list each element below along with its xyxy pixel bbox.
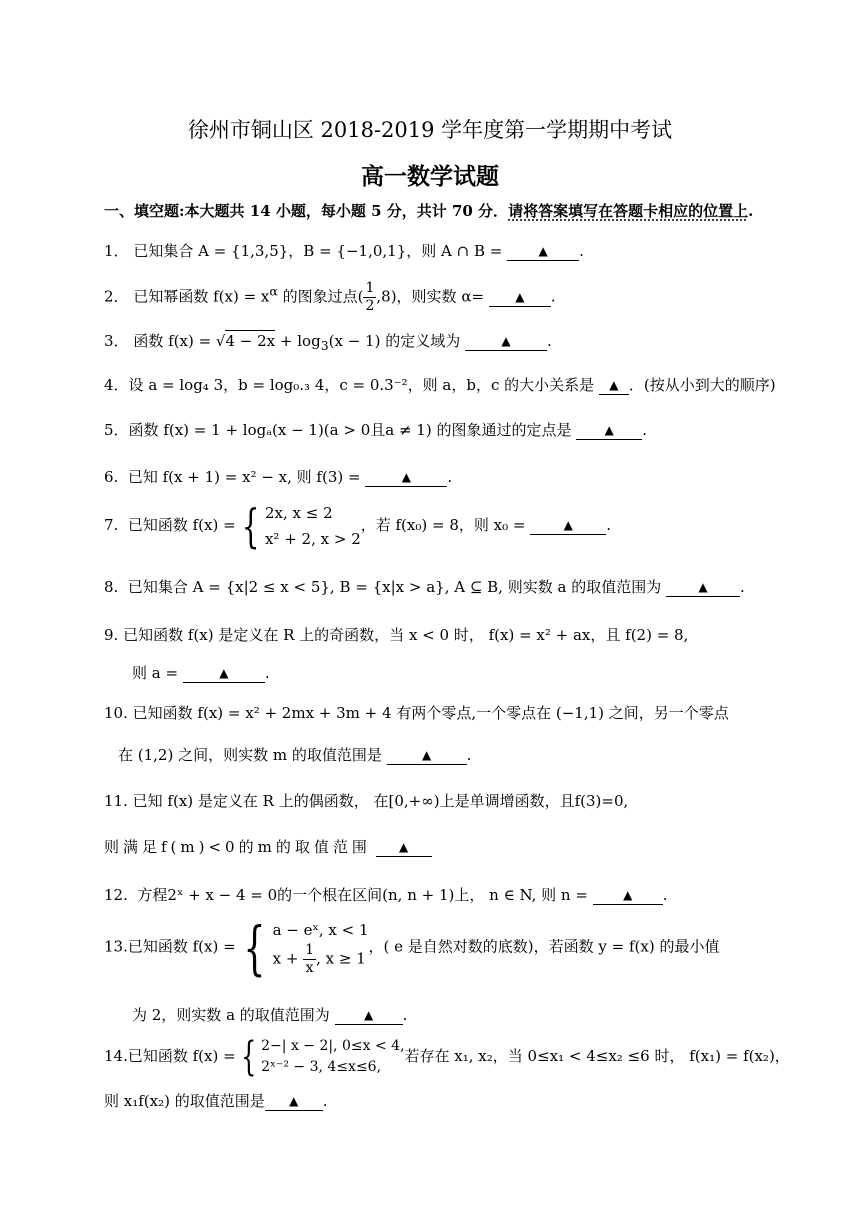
answer-mark: ▲ [422, 748, 432, 762]
piecewise-case [273, 942, 369, 977]
answer-blank[interactable] [365, 469, 447, 487]
answer-blank[interactable] [599, 377, 629, 395]
answer-mark: ▲ [609, 378, 619, 392]
answer-blank[interactable] [666, 579, 740, 597]
question-number: 8. [104, 578, 119, 596]
exam-title: 徐州市铜山区 2018-2019 学年度第一学期期中考试 [187, 118, 673, 142]
answer-blank[interactable] [530, 517, 606, 535]
question-text: 已知函数 f(x) = [127, 516, 236, 534]
radicand: 4 − 2x [225, 332, 276, 350]
section-heading-emphasis: 请将答案填写在答题卡相应的位置上 [508, 202, 749, 220]
question-text: ,8)，则实数 α= [376, 287, 485, 306]
question-text: 已知集合 A = {1,3,5}，B = {−1,0,1}，则 A ∩ B = [133, 242, 503, 260]
question-text: 方程2ˣ + x − 4 = 0的一个根在区间(n, n + 1)上， n ∈ N, 则 n = [137, 886, 588, 904]
question-11-line-2 [104, 836, 432, 857]
question-text: 设 a = log₄ 3，b = log₀.₃ 4，c = 0.3⁻²，则 a，b，c 的大小关系是 [128, 376, 595, 394]
question-1: 1． 已知集合 A = {1,3,5}，B = {−1,0,1}，则 A ∩ B = ▲ . [104, 242, 584, 260]
question-text: + log [275, 332, 321, 350]
question-text: 则满足f(m)<0的m的取值范围 [104, 838, 371, 856]
answer-blank[interactable] [507, 243, 579, 261]
question-number: 7. [104, 516, 119, 534]
answer-mark: ▲ [501, 334, 511, 348]
case-text: x + [272, 949, 304, 968]
question-13 [104, 913, 720, 982]
piecewise-brace: { [243, 913, 266, 982]
piecewise-brace: { [240, 1034, 257, 1080]
numerator: 1 [305, 942, 315, 958]
answer-mark: ▲ [363, 1008, 374, 1022]
question-text: 已知函数 f(x) = [127, 1047, 236, 1065]
answer-blank[interactable] [465, 333, 547, 351]
question-3: 3． 函数 $f(x) = √4 - 2x + \log_3(x - 1)$ 的定义域为 ▲ . [104, 332, 552, 353]
question-12: 12. 方程2ˣ + x − 4 = 0的一个根在区间(n, n + 1)上， n ∈ N, 则 n = ▲ . [104, 886, 668, 904]
answer-mark: ▲ [401, 470, 411, 484]
question-9 [104, 624, 688, 645]
answer-mark: ▲ [398, 840, 409, 854]
question-number: 13. [104, 937, 128, 956]
answer-mark: ▲ [623, 888, 633, 902]
question-text: 的图象过点( [277, 287, 364, 306]
section-heading [104, 200, 753, 221]
piecewise-cases [261, 1036, 404, 1078]
question-text: ，若 f(x₀) = 8，则 x₀ = [360, 516, 526, 534]
answer-blank[interactable] [489, 289, 551, 307]
exponent: α [269, 283, 278, 299]
denominator: 2 [365, 298, 375, 314]
answer-mark: ▲ [563, 518, 573, 532]
question-text: 已知函数 f(x) 是定义在 R 上的奇函数，当 x < 0 时， f(x) = x² + ax，且 f(2) = 8, [123, 626, 689, 644]
question-7: 7. 已知函数 f(x) = { 2x, x ≤ 2 x² + 2, x > 2 ，若 f(x₀) = 8，则 x₀ = ▲ . [104, 499, 612, 553]
answer-blank[interactable] [265, 1093, 323, 1111]
piecewise-case: 2−| x − 2|, 0≤x < 4, [261, 1038, 405, 1054]
answer-mark: ▲ [698, 580, 708, 594]
question-text: 已知 f(x + 1) = x² − x, 则 f(3) = [127, 468, 361, 486]
question-text: ，( e 是自然对数的底数)，若函数 y = f(x) 的最小值 [368, 937, 720, 956]
answer-blank[interactable] [183, 665, 265, 683]
question-text: 已知集合 A = {x|2 ≤ x < 5}, B = {x|x > a}, A ⊆ B, 则实数 a 的取值范围为 [127, 578, 662, 596]
question-text: 则 a = [132, 664, 179, 682]
question-number: 6. [104, 468, 119, 486]
question-number: 10. [104, 704, 128, 722]
question-text: 已知函数 f(x) = [127, 937, 236, 956]
answer-mark: ▲ [538, 244, 548, 258]
question-text: (x − 1) 的定义域为 [328, 332, 461, 350]
question-text: 已知函数 f(x) = x² + 2mx + 3m + 4 有两个零点,一个零点在 (−1,1) 之间，另一个零点 [132, 704, 729, 722]
question-number: 14. [104, 1047, 128, 1065]
question-number: 1． [104, 242, 129, 260]
question-text: 已知 f(x) 是定义在 R 上的偶函数， 在[0,+∞)上是单调增函数，且f(3)=0, [132, 792, 629, 810]
question-number: 5． [104, 421, 129, 439]
question-4 [104, 374, 776, 395]
numerator: 1 [365, 280, 375, 296]
denominator: x [305, 960, 314, 976]
question-13-line-2: 为 2，则实数 a 的取值范围为 ▲ . [132, 1006, 408, 1024]
answer-mark: ▲ [289, 1094, 299, 1108]
question-8: 8. 已知集合 A = {x|2 ≤ x < 5}, B = {x|x > a}, A ⊆ B, 则实数 a 的取值范围为 ▲ . [104, 578, 745, 596]
question-5: 5．函数 f(x) = 1 + logₐ(x − 1)(a > 0且a ≠ 1) 的图象通过的定点是 ▲ . [104, 421, 648, 439]
answer-blank[interactable] [576, 422, 642, 440]
question-6: 6. 已知 f(x + 1) = x² − x, 则 f(3) = ▲ . [104, 468, 453, 486]
question-text: 若存在 x₁, x₂，当 0≤x₁ < 4≤x₂ ≤6 时， f(x₁) = f(x₂)， [404, 1047, 790, 1065]
question-11 [104, 790, 628, 811]
piecewise-case: 2x, x ≤ 2 [264, 504, 333, 522]
subscript: 3 [320, 338, 329, 353]
answer-mark: ▲ [515, 289, 525, 304]
answer-blank[interactable] [593, 887, 663, 905]
question-9-line-2: 则 a = ▲ . [132, 664, 270, 682]
fraction [303, 942, 316, 977]
answer-blank[interactable] [376, 839, 432, 857]
fraction [363, 280, 376, 315]
question-number: 2． [104, 287, 129, 306]
answer-blank[interactable] [335, 1007, 403, 1025]
question-14-line-2: 则 x₁f(x₂) 的取值范围是 ▲ . [104, 1092, 328, 1110]
question-text: 函数 f(x) = 1 + logₐ(x − 1)(a > 0且a ≠ 1) 的图象通过的定点是 [128, 421, 572, 439]
answer-mark: ▲ [219, 666, 229, 680]
question-14 [104, 1036, 790, 1078]
question-text: 为 2，则实数 a 的取值范围为 [132, 1006, 330, 1024]
piecewise-cases [273, 918, 369, 977]
piecewise-case: x² + 2, x > 2 [264, 530, 361, 548]
answer-mark: ▲ [604, 423, 614, 437]
question-text: 则 x₁f(x₂) 的取值范围是 [104, 1092, 265, 1110]
question-number: 11. [104, 792, 128, 810]
question-number: 4． [104, 376, 129, 394]
question-2: 2． 已知幂函数 $f(x) = x^\alpha$ 的图象过点( $\frac{1}{2}$ ,8)，则实数 α= ▲ . [104, 280, 556, 314]
question-10 [104, 702, 729, 723]
question-number: 9. [104, 626, 119, 644]
question-text: 函数 f(x) = [133, 332, 216, 350]
section-heading-text: 一、填空题:本大题共 14 小题，每小题 5 分，共计 70 分． [104, 202, 509, 220]
question-text: 已知幂函数 f(x) = x [133, 287, 270, 306]
section-heading-end: . [748, 202, 754, 220]
question-number: 3． [104, 332, 129, 350]
case-text: , x ≥ 1 [316, 949, 366, 968]
question-note: ．(按从小到大的顺序) [628, 376, 776, 394]
question-10-line-2: 在 (1,2) 之间，则实数 m 的取值范围是 ▲ . [118, 746, 472, 764]
answer-blank[interactable] [387, 747, 467, 765]
piecewise-cases [265, 500, 361, 552]
question-number: 12. [104, 886, 128, 904]
question-text: 在 (1,2) 之间，则实数 m 的取值范围是 [118, 746, 382, 764]
piecewise-case: a − eˣ, x < 1 [272, 921, 369, 939]
piecewise-brace: { [241, 499, 260, 553]
piecewise-case: 2ˣ⁻² − 3, 4≤x≤6, [261, 1059, 382, 1075]
exam-subtitle: 高一数学试题 [361, 163, 499, 190]
